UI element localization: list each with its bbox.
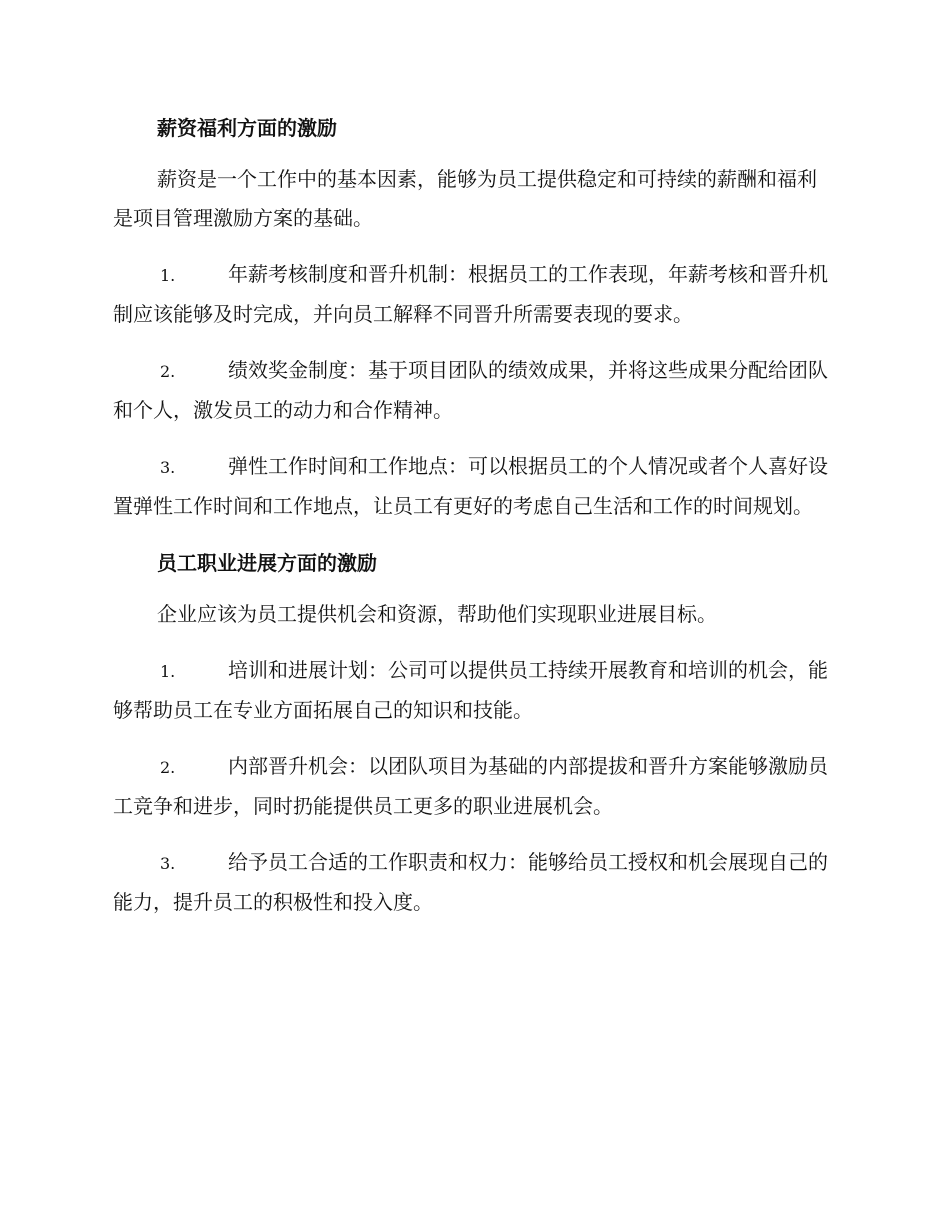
list-item-number: 3. bbox=[160, 458, 176, 477]
list-item bbox=[113, 747, 833, 826]
list-item-text: 给予员工合适的工作职责和权力：能够给员工授权和机会展现自己的能力，提升员工的积极性和投入度。 bbox=[113, 850, 828, 914]
list-item-number: 1. bbox=[160, 266, 176, 285]
list-item bbox=[113, 351, 833, 430]
section-intro-career-progress: 企业应该为员工提供机会和资源，帮助他们实现职业进展目标。 bbox=[157, 602, 717, 626]
section-intro-salary-benefits: 薪资是一个工作中的基本因素，能够为员工提供稳定和可持续的薪酬和福利是项目管理激励方案的基础。 bbox=[113, 167, 817, 230]
list-item-number: 1. bbox=[160, 662, 176, 681]
document-body bbox=[113, 108, 833, 939]
list-item bbox=[113, 843, 833, 922]
list-item-number: 2. bbox=[160, 362, 176, 381]
section-heading-salary-benefits: 薪资福利方面的激励 bbox=[157, 116, 337, 140]
list-item-number: 3. bbox=[160, 854, 176, 873]
list-item-text: 培训和进展计划：公司可以提供员工持续开展教育和培训的机会，能够帮助员工在专业方面拓展自己的知识和技能。 bbox=[113, 658, 828, 722]
list-item-number: 2. bbox=[160, 758, 176, 777]
list-item bbox=[113, 255, 833, 334]
list-item-text: 绩效奖金制度：基于项目团队的绩效成果，并将这些成果分配给团队和个人，激发员工的动力和合作精神。 bbox=[113, 358, 828, 422]
list-item bbox=[113, 447, 833, 526]
list-item-text: 内部晋升机会：以团队项目为基础的内部提拔和晋升方案能够激励员工竞争和进步，同时扔能提供员工更多的职业进展机会。 bbox=[113, 754, 828, 818]
section-heading-career-progress: 员工职业进展方面的激励 bbox=[157, 551, 377, 575]
list-item-text: 弹性工作时间和工作地点：可以根据员工的个人情况或者个人喜好设置弹性工作时间和工作地点，让员工有更好的考虑自己生活和工作的时间规划。 bbox=[113, 454, 828, 518]
list-item-text: 年薪考核制度和晋升机制：根据员工的工作表现，年薪考核和晋升机制应该能够及时完成，并向员工解释不同晋升所需要表现的要求。 bbox=[113, 262, 828, 326]
list-item bbox=[113, 651, 833, 730]
